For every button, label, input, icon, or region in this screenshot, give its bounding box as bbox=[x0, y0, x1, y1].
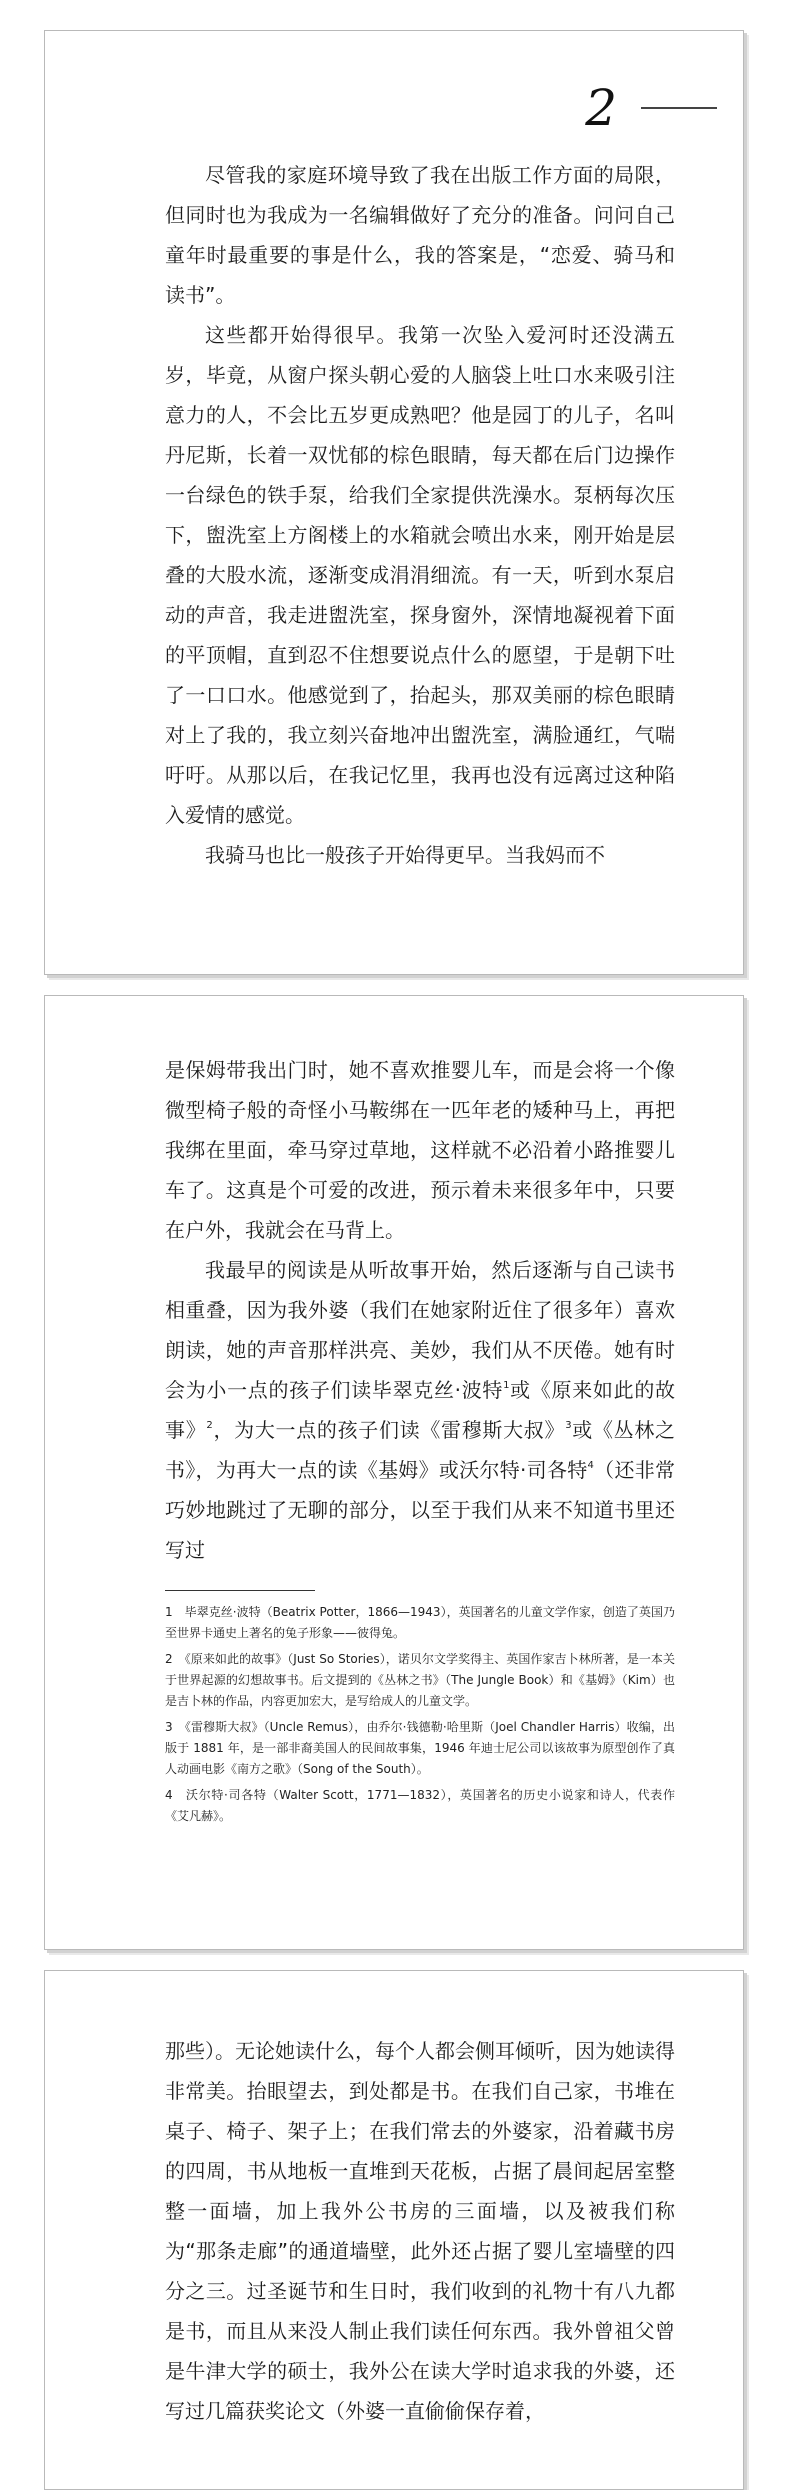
footnote-3: 3 《雷穆斯大叔》（Uncle Remus），由乔尔·钱德勒·哈里斯（Joel Chandler Harris）收编，出版于 1881 年，是一部非裔美国人的民间故事集，1946 年迪士尼公司以该故事为原型创作了真人动画电影《南方之歌》（Song of the South）。 bbox=[165, 1720, 675, 1776]
page-1 bbox=[44, 30, 744, 975]
chapter-heading bbox=[585, 79, 717, 137]
footnote-2: 2 《原来如此的故事》（Just So Stories），诺贝尔文学奖得主、英国作家吉卜林所著，是一本关于世界起源的幻想故事书。后文提到的《丛林之书》（The Jungle Book）和《基姆》（Kim）也是吉卜林的作品，内容更加宏大，是写给成人的儿童文学。 bbox=[165, 1652, 675, 1708]
paragraph: 我骑马也比一般孩子开始得更早。当我妈而不 bbox=[205, 843, 605, 867]
footnote-ref-2[interactable]: 2 bbox=[206, 1420, 213, 1431]
footnote-4: 4 沃尔特·司各特（Walter Scott，1771—1832），英国著名的历史小说家和诗人，代表作《艾凡赫》。 bbox=[165, 1788, 675, 1823]
footnote-1: 1 毕翠克丝·波特（Beatrix Potter，1866—1943），英国著名的儿童文学作家，创造了英国乃至世界卡通史上著名的兔子形象——彼得兔。 bbox=[165, 1605, 675, 1640]
footnote-ref-1[interactable]: 1 bbox=[503, 1380, 510, 1391]
chapter-rule bbox=[641, 107, 717, 109]
footnotes bbox=[165, 1602, 675, 1832]
footnote-ref-4[interactable]: 4 bbox=[587, 1460, 594, 1471]
paragraph: 是保姆带我出门时，她不喜欢推婴儿车，而是会将一个像微型椅子般的奇怪小马鞍绑在一匹年老的矮种马上，再把我绑在里面，牵马穿过草地，这样就不必沿着小路推婴儿车了。这真是个可爱的改进，预示着未来很多年中，只要在户外，我就会在马背上。 bbox=[165, 1058, 675, 1242]
text-run: （还非常巧妙地跳过了无聊的部分，以至于我们从来不知道书里还写过 bbox=[165, 1458, 676, 1562]
chapter-number: 2 bbox=[585, 79, 617, 137]
paragraph: 这些都开始得很早。我第一次坠入爱河时还没满五岁，毕竟，从窗户探头朝心爱的人脑袋上吐口水来吸引注意力的人，不会比五岁更成熟吧？他是园丁的儿子，名叫丹尼斯，长着一双忧郁的棕色眼睛，每天都在后门边操作一台绿色的铁手泵，给我们全家提供洗澡水。泵柄每次压下，盥洗室上方阁楼上的水箱就会喷出水来，刚开始是层叠的大股水流，逐渐变成涓涓细流。有一天，听到水泵启动的声音，我走进盥洗室，探身窗外，深情地凝视着下面的平顶帽，直到忍不住想要说点什么的愿望，于是朝下吐了一口口水。他感觉到了，抬起头，那双美丽的棕色眼睛对上了我的，我立刻兴奋地冲出盥洗室，满脸通红，气喘吁吁。从那以后，在我记忆里，我再也没有远离过这种陷入爱情的感觉。 bbox=[165, 323, 675, 827]
page-2 bbox=[44, 995, 744, 1950]
footnote-divider bbox=[165, 1590, 315, 1591]
page-2-body bbox=[165, 1050, 675, 1570]
footnote-ref-3[interactable]: 3 bbox=[565, 1420, 572, 1431]
text-run: 我最早的阅读是从听故事开始，然后逐渐与自己读书相重叠，因为我外婆（我们在她家附近住了很多年）喜欢朗读，她的声音那样洪亮、美妙，我们从不厌倦。她有时会为小一点的孩子们读毕翠克丝·波特 bbox=[165, 1258, 675, 1402]
paragraph: 那些）。无论她读什么，每个人都会侧耳倾听，因为她读得非常美。抬眼望去，到处都是书。在我们自己家，书堆在桌子、椅子、架子上；在我们常去的外婆家，沿着藏书房的四周，书从地板一直堆到天花板，占据了晨间起居室整整一面墙，加上我外公书房的三面墙，以及被我们称为“那条走廊”的通道墙壁，此外还占据了婴儿室墙壁的四分之三。过圣诞节和生日时，我们收到的礼物十有八九都是书，而且从来没人制止我们读任何东西。我外曾祖父曾是牛津大学的硕士，我外公在读大学时追求我的外婆，还写过几篇获奖论文（外婆一直偷偷保存着， bbox=[165, 2039, 675, 2423]
text-run: ，为大一点的孩子们读《雷穆斯大叔》 bbox=[212, 1418, 566, 1442]
page-1-body bbox=[165, 155, 675, 875]
page-3 bbox=[44, 1970, 744, 2490]
text-run: 或《原来如此的故事》 bbox=[165, 1378, 676, 1442]
paragraph-with-notes bbox=[165, 1250, 675, 1570]
page-3-body bbox=[165, 2031, 675, 2431]
paragraph: 尽管我的家庭环境导致了我在出版工作方面的局限，但同时也为我成为一名编辑做好了充分的准备。问问自己童年时最重要的事是什么，我的答案是，“恋爱、骑马和读书”。 bbox=[165, 163, 675, 307]
text-run: 或《丛林之书》，为再大一点的读《基姆》或沃尔特·司各特 bbox=[165, 1418, 676, 1482]
